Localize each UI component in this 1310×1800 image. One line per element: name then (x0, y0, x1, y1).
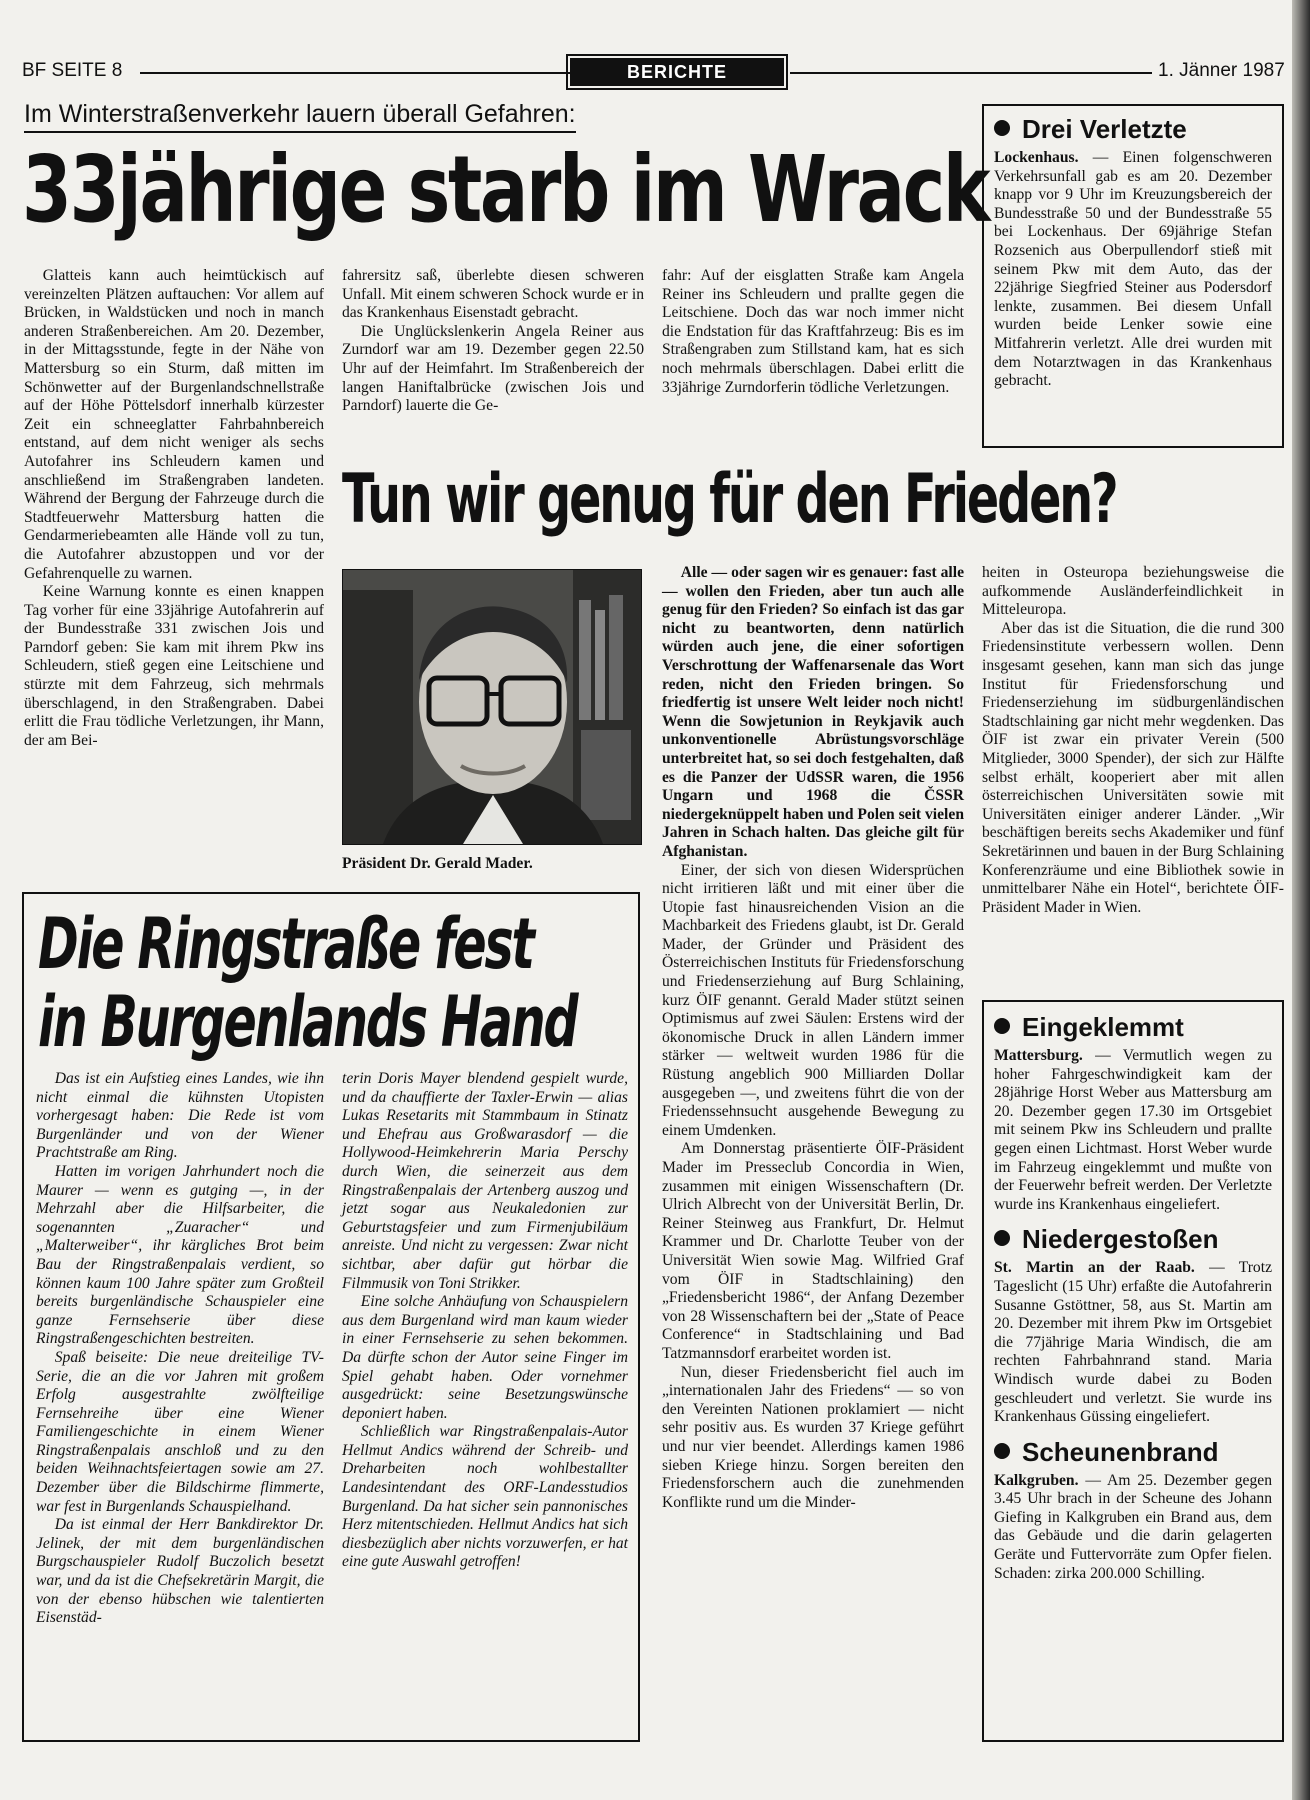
article3-box (22, 892, 640, 1742)
article3-paragraph: Schließlich war Ringstraßenpalais-Autor Hellmut Andics während der Schreib- und Dreharbeiten noch wohlbestallter Landesintendant des ORF-Landesstudios Burgenland. Da hat sicher sein pannonisches Herz mitentschieden. Hellmut Andics hat sich diesbezüglich aber nichts vorzuwerfen, er hat eine gute Auswahl getroffen! (342, 1423, 628, 1571)
header-rule-right (790, 72, 1152, 74)
sidebar-drei-verletzte (982, 104, 1284, 448)
article1-kicker: Im Winterstraßenverkehr lauern überall Gefahren: (24, 100, 576, 133)
article2-paragraph: Aber das ist die Situation, die die rund 300 Friedensinstitute verbessern wollen. Denn insgesamt gesehen, kann man sich das junge Institut für Friedensforschung und Friedenserziehung im südburgenländischen Stadtschlaining gar nicht mehr wegdenken. Das ÖIF ist zwar ein privater Verein (500 Mitglieder, 3000 Spender), der sich zur Hälfte selbst erhält, kooperiert aber mit allen österreichischen Universitäten sowie mit Universitäten einiger anderer Länder. „Wir beschäftigen bereits sechs Akademiker und fünf Sekretärinnen und bauen in der Burg Schlaining Konferenzräume und eine Bibliothek sowie in unmittelbarer Nähe ein Hotel“, berichtete ÖIF-Präsident Mader in Wien. (982, 619, 1284, 916)
sidebar-place: Kalkgruben. (994, 1471, 1079, 1489)
bullet-icon (994, 1018, 1010, 1034)
article2-paragraph: Am Donnerstag präsentierte ÖIF-Präsident Mader im Presseclub Concordia in Wien, zusammen mit einigen Wissenschaftern (Dr. Ulrich Albrecht von der Universität Berlin, Dr. Reiner Steinweg aus Frankfurt, Dr. Helmut Krammer und Dr. Charlotte Teuber von der Universität Wien sowie Mag. Wilfried Graf vom ÖIF in Stadtschlaining) den „Friedensbericht 1986“, der Anfang Dezember von 28 Wissenschaftern bei der „State of Peace Conference“ in Stadtschlaining und Bad Tatzmannsdorf erarbeitet worden ist. (662, 1140, 964, 1362)
sidebar-body: — Vermutlich wegen zu hoher Fahrgeschwindigkeit kam der 28jährige Horst Weber aus Mattersburg am 20. Dezember gegen 17.30 im Ortsgebiet mit seinem Pkw ins Schleudern und prallte gegen einen Lichtmast. Horst Weber wurde im Fahrzeug eingeklemmt und mußte von der Feuerwehr befreit werden. Der Verletzte wurde ins Krankenhaus eingeliefert. (994, 1047, 1272, 1213)
article1-column-2 (342, 267, 644, 416)
article1-paragraph: fahr: Auf der eisglatten Straße kam Angela Reiner ins Schleudern und prallte gegen die Leitschiene. Doch das war noch immer nicht die Endstation für das Kraftfahrzeug: Bis es im Straßengraben zum Stillstand kam, hat es sich noch mehrmals überschlagen. Dabei erlitt die 33jährige Zurndorferin tödliche Verletzungen. (662, 267, 964, 396)
sidebar-text (994, 149, 1272, 391)
bullet-icon (994, 1443, 1010, 1459)
sidebar-item-niedergestossen (994, 1224, 1272, 1426)
header-rule-left (140, 72, 570, 74)
section-label-text: BERICHTE (626, 62, 727, 82)
sidebar-text (994, 1472, 1272, 1584)
sidebar-title: Eingeklemmt (1022, 1012, 1184, 1042)
article3-headline-line1: Die Ringstraße fest (38, 903, 533, 985)
sidebar-title: Drei Verletzte (1022, 114, 1187, 144)
sidebar-body: — Einen folgenschweren Verkehrsunfall gab es am 20. Dezember knapp vor 9 Uhr im Kreuzungsbereich der Bundesstraße 50 und der Bundesstraße 55 bei Lockenhaus. Der 69jährige Stefan Rozsenich aus Oberpullendorf stieß mit seinem Pkw mit dem Auto, das der 22jährige Siegfried Steiner aus Podersdorf lenkte, zusammen. Bei diesem Unfall wurden beide Lenker sowie eine Mitfahrerin verletzt. Alle drei wurden mit dem Notarztwagen in das Krankenhaus gebracht. (994, 149, 1272, 390)
article2-column-2 (982, 564, 1284, 917)
sidebar-item-eingeklemmt (994, 1012, 1272, 1214)
sidebar-place: Mattersburg. (994, 1047, 1083, 1064)
sidebar-kurzmeldungen (982, 1000, 1284, 1742)
article3-paragraph: Da ist einmal der Herr Bankdirektor Dr. Jelinek, der mit dem burgenländischen Burgschauspieler Rudolf Buczolich besetzt war, und da ist die Chefsekretärin Margit, die von der ebenso hübschen wie talentierten Eisenstäd- (36, 1516, 324, 1627)
article3-paragraph: terin Doris Mayer blendend gespielt wurde, und da chauffierte der Taxler-Erwin — alias Lukas Resetarits mit Stammbaum in Stinatz und Ehefrau aus Großwarasdorf — die Hollywood-Heimkehrerin Maria Perschy durch Wien, die seinerzeit aus dem Ringstraßenpalais der Artenberg auszog und jetzt sogar aus Neukaledonien zur Geburtstagsfeier und zum Firmenjubiläum anreiste. Und nicht zu vergessen: Zwar nicht sichtbar, aber dafür gut hörbar die Filmmusik von Toni Strikker. (342, 1070, 628, 1292)
sidebar-place: Lockenhaus. (994, 149, 1079, 166)
sidebar-item-scheunenbrand (994, 1437, 1272, 1584)
sidebar-title: Scheunenbrand (1022, 1436, 1219, 1467)
article3-column-1 (36, 1070, 324, 1628)
page-edge-shadow (1292, 0, 1310, 1800)
article2-headline: Tun wir genug für den Frieden? (342, 460, 1117, 539)
article1-column-1 (24, 267, 324, 750)
sidebar-body: — Am 25. Dezember gegen 3.45 Uhr brach in der Scheune des Johann Giefing in Kalkgruben ein Brand aus, dem das Gebäude und die darin gelagerten Geräte und Futtervorräte zum Opfer fielen. Schaden: zirka 200.000 Schilling. (994, 1471, 1272, 1582)
sidebar-heading (994, 1012, 1272, 1043)
article1-paragraph: fahrersitz saß, überlebte diesen schweren Unfall. Mit einem schweren Schock wurde er in das Krankenhaus Eisenstadt gebracht. (342, 267, 644, 322)
article2-paragraph: heiten in Osteuropa beziehungsweise die aufkommende Ausländerfeindlichkeit in Mitteleuropa. (982, 564, 1284, 619)
sidebar-text (994, 1259, 1272, 1426)
article3-paragraph: Eine solche Anhäufung von Schauspielern aus dem Burgenland wird man kaum wieder in einer Fernsehserie zu sehen bekommen. Da dürfte schon der Autor seine Finger im Spiel gehabt haben. Oder vornehmer ausgedrückt: seine Besetzungswünsche deponiert haben. (342, 1293, 628, 1422)
article3-paragraph: Hatten im vorigen Jahrhundert noch die Maurer — wenn es gutging —, in der Mehrzahl aber die Hilfsarbeiter, die sogenannten „Zuaracher“ und „Malterweiber“, ihr kärgliches Brot beim Bau der Ringstraßenpalais verdient, so können kaum 100 Jahre später zum Großteil bereits burgenländische Schauspieler eine ganze Fernsehserie über diese Ringstraßengeschichten bestreiten. (36, 1162, 324, 1348)
article1-paragraph: Die Unglückslenkerin Angela Reiner aus Zurndorf war am 19. Dezember gegen 22.50 Uhr auf der Heimfahrt. Im Straßenbereich der langen Haniftalbrücke (zwischen Jois und Parndorf) lauerte die Ge- (342, 322, 644, 415)
page-number: BF SEITE 8 (22, 60, 123, 81)
article1-headline: 33jährige starb im Wrack (22, 136, 989, 243)
article1-paragraph: Glatteis kann auch heimtückisch auf vereinzelten Plätzen auftauchen: Vor allem auf Brücken, in Waldstücken und noch in manch anderen Straßenbereichen. Am 20. Dezember, in der Mittagsstunde, fegte in der Nähe von Mattersburg so ein Sturm, daß mitten im Schönwetter auf der Burgenlandschnellstraße auf der Höhe Pöttelsdorf innerhalb kürzester Zeit ein schneeglatter Fahrbahnbereich entstand, auf dem nicht weniger als sechs Autofahrer ins Schleudern kamen und anschließend im Straßengraben landeten. Während der Bergung der Fahrzeuge durch die Stadtfeuerwehr Mattersburg hatten die Gendarmeriebeamten alle Hände voll zu tun, die Autofahrer abzustoppen und vor der Gefahrenquelle zu warnen. (24, 267, 324, 582)
article2-lead: Alle — oder sagen wir es genauer: fast alle — wollen den Frieden, aber tun auch alle genug für den Frieden? So einfach ist das gar nicht zu beantworten, denn natürlich würden auch jene, die einer sofortigen Verschrottung der Waffenarsenale das Wort reden, nicht den Frieden bringen. So friedfertig ist unsere Welt leider noch nicht! Wenn die Sowjetunion in Reykjavik auch unkonventionelle Abrüstungsvorschläge unterbreitet hat, so sei doch festgehalten, daß es die Panzer der UdSSR waren, die 1956 Ungarn und 1968 die ČSSR niedergeknüppelt haben und Polen seit vielen Jahren in Schach halten. Das gleiche gilt für Afghanistan. (662, 564, 964, 860)
sidebar-heading (994, 114, 1272, 145)
article2-paragraph: Nun, dieser Friedensbericht fiel auch im „internationalen Jahr des Friedens“ — so von den Vereinten Nationen proklamiert — nicht sehr positiv aus. Es wurden 37 Kriege geführt und nur vier beendet. Allerdings kamen 1986 sieben Kriege hinzu. Sorgen bereiten den Friedensforschern auch die zunehmenden Konflikte rund um die Minder- (662, 1363, 964, 1511)
bullet-icon (994, 1230, 1010, 1246)
sidebar-heading (994, 1437, 1272, 1468)
page-header (22, 58, 1285, 86)
sidebar-heading (994, 1224, 1272, 1255)
article3-paragraph: Das ist ein Aufstieg eines Landes, wie ihn nicht einmal die kühnsten Utopisten vorhergesagt haben: Die Rede ist vom Burgenländer und von der Wiener Prachtstraße am Ring. (36, 1070, 324, 1162)
bullet-icon (994, 120, 1010, 136)
article3-column-2 (342, 1070, 628, 1572)
sidebar-body: — Trotz Tageslicht (15 Uhr) erfaßte die Autofahrerin Susanne Gstöttner, 58, aus St. Martin am 20. Dezember mit ihrem Pkw im Ortsgebiet die 77jährige Maria Windisch, die am rechten Fahrbahnrand stand. Maria Windisch wurde dabei zu Boden geschleudert und verletzt. Sie wurde ins Krankenhaus Güssing eingeliefert. (994, 1259, 1272, 1426)
issue-date: 1. Jänner 1987 (1158, 60, 1285, 81)
sidebar-text (994, 1047, 1272, 1214)
photo-caption: Präsident Dr. Gerald Mader. (342, 855, 533, 872)
portrait-photo-icon (343, 570, 641, 844)
article1-paragraph: Keine Warnung konnte es einen knappen Tag vorher für eine 33jährige Autofahrerin auf der Bundesstraße 331 zwischen Jois und Parndorf geben: Sie kam mit ihrem Pkw ins Schleudern, stieß gegen eine Leitschiene und stürzte mit dem Fahrzeug, sich mehrmals überschlagend, in den Straßengraben. Dabei erlitt die Frau tödliche Verletzungen, ihr Mann, der am Bei- (24, 583, 324, 749)
article2-photo (342, 569, 642, 845)
sidebar-place: St. Martin an der Raab. (994, 1259, 1195, 1277)
sidebar-title: Niedergestoßen (1022, 1224, 1219, 1255)
article3-headline-line2: in Burgenlands Hand (38, 981, 577, 1063)
article2-paragraph: Einer, der sich von diesen Widersprüchen nicht irritieren läßt und mit einer über die Utopie fast hinausreichenden Vision an die Machbarkeit des Friedens glaubt, ist Dr. Gerald Mader, der Gründer und Präsident des Österreichischen Instituts für Friedensforschung und Friedenserziehung auf Burg Schlaining, kurz ÖIF genannt. Gerald Mader stützt seinen Optimismus auf zwei Säulen: Erstens wird der ökonomische Druck in allen Ländern immer stärker — weltweit wurden 1986 für die Rüstung angeblich 900 Milliarden Dollar ausgegeben —, und zweitens führt die von der Friedenssehnsucht ausgehende Bewegung zu einem Umdenken. (662, 861, 964, 1139)
article1-column-3 (662, 267, 964, 397)
article2-column-1 (662, 564, 964, 1512)
article3-paragraph: Spaß beiseite: Die neue dreiteilige TV-Serie, die an die vor Jahren mit großem Erfolg ausgestrahlte zwölfteilige Fernsehreihe über eine Wiener Familiengeschichte in einem Wiener Ringstraßenpalais anschloß und zu den beiden Weihnachtsfeiertagen sowie am 27. Dezember über die Bildschirme flimmerte, war fest in Burgenlands Schauspielhand. (36, 1348, 324, 1515)
section-label (570, 58, 784, 86)
